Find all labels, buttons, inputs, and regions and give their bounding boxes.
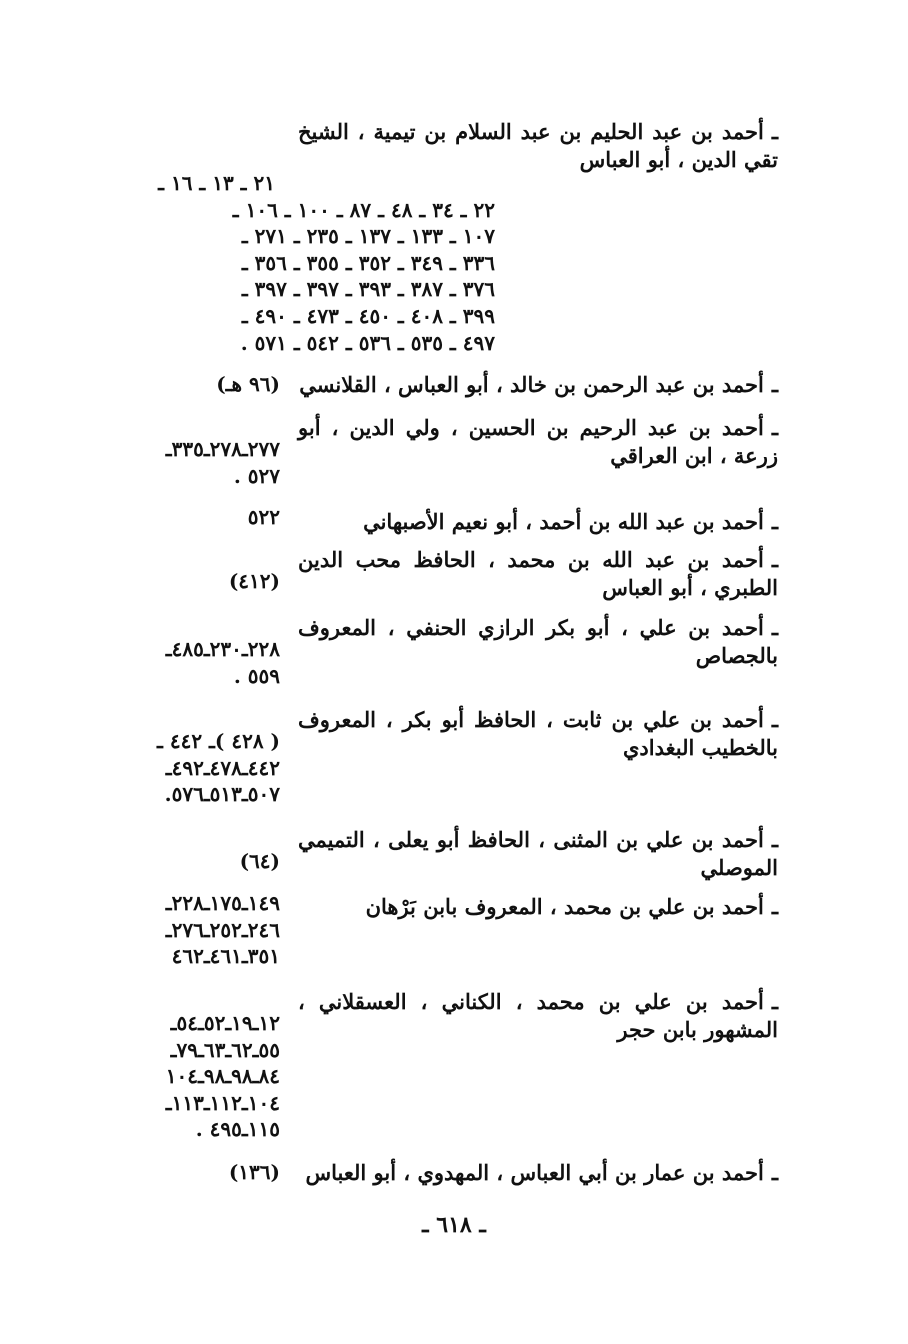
ref-line: ٤٩٧ ـ ٥٣٥ ـ ٥٣٦ ـ ٥٤٢ ـ ٥٧١ . [240, 330, 495, 355]
ref-line: ٤٤٢ـ٤٧٨ـ٤٩٢ـ [165, 755, 280, 780]
ref-line: (٦٤) [239, 849, 280, 873]
index-entry [0, 118, 908, 355]
entry-refs [110, 504, 280, 531]
ref-line: (٩٦ هـ) [216, 372, 280, 396]
entry-refs [110, 1010, 280, 1143]
ref-line: ٨٤ـ٩٨ـ٩٨ـ١٠٤ [165, 1064, 280, 1089]
ref-line: ٢٤٦ـ٢٥٢ـ٢٧٦ـ [165, 917, 280, 942]
index-entry [0, 505, 908, 534]
ref-line: ١٠٤ـ١١٢ـ١١٣ـ [165, 1090, 280, 1115]
ref-line: ٢٧٧ـ٢٧٨ـ٣٣٥ـ [165, 437, 280, 461]
entry-name: ـأحمد بن علي بن محمد ، المعروف بابن بَرْهان [365, 894, 778, 919]
entry-refs [110, 636, 280, 689]
entry-name: ـأحمد بن عبد الله بن محمد ، الحافظ محب الدين الطبري ، أبو العباس [298, 547, 778, 600]
ref-line: ٥٠٧ـ٥١٣ـ٥٧٦. [164, 782, 280, 807]
ref-line: ٢٢ ـ ٣٤ ـ ٤٨ ـ ٨٧ ـ ١٠٠ ـ ١٠٦ ـ [232, 197, 495, 222]
index-entry [0, 706, 908, 807]
entry-name: ـأحمد بن عبد الحليم بن عبد السلام بن تيمية ، الشيخ تقي الدين ، أبو العباس [298, 119, 778, 172]
index-entry [0, 826, 908, 880]
ref-line: ٣٥١ـ٤٦١ـ٤٦٢ [171, 944, 280, 969]
index-entry [0, 546, 908, 600]
ref-line: ٥٢٧ . [233, 463, 280, 488]
entry-name: ـأحمد بن عبد الرحيم بن الحسين ، ولي الدين ، أبو زرعة ، ابن العراقي [298, 415, 778, 468]
ref-line: ٢٢٨ـ٢٣٠ـ٤٨٥ـ [165, 637, 280, 661]
ref-line: ٢١ ـ ١٣ ـ ١٦ ـ [158, 171, 275, 195]
entry-refs [110, 1159, 280, 1186]
ref-line: ٥٥ـ٦٢ـ٦٣ـ٧٩ـ [170, 1037, 280, 1062]
index-entry [0, 1159, 908, 1185]
index-entry [0, 614, 908, 688]
entry-refs [110, 371, 280, 398]
entry-name: ـأحمد بن علي بن محمد ، الكناني ، العسقلاني ، المشهور بابن حجر [298, 989, 778, 1042]
entry-refs [110, 568, 280, 595]
entry-name: ـأحمد بن عبد الرحمن بن خالد ، أبو العباس ، القلانسي [299, 372, 778, 397]
ref-line: ١٤٩ـ١٧٥ـ٢٢٨ـ [165, 891, 280, 915]
ref-line: ١٢ـ١٩ـ٥٢ـ٥٤ـ [170, 1011, 280, 1035]
ref-line: ٣٩٩ ـ ٤٠٨ ـ ٤٥٠ ـ ٤٧٣ ـ ٤٩٠ ـ [241, 303, 495, 328]
ref-line: (٤١٢) [228, 569, 280, 593]
ref-line: ( ٤٢٨ )ـ ٤٤٢ ـ [157, 729, 280, 753]
ref-line: ١١٥ـ٤٩٥ . [195, 1117, 280, 1142]
entry-refs [110, 848, 280, 875]
index-entry [0, 414, 908, 488]
ref-line: ٥٥٩ . [233, 663, 280, 688]
ref-line: ٥٢٢ [247, 505, 280, 529]
entry-refs [110, 890, 280, 970]
index-entry [0, 891, 908, 969]
entry-refs [110, 728, 280, 808]
entry-name: ـأحمد بن علي بن المثنى ، الحافظ أبو يعلى ، التميمي الموصلي [298, 827, 778, 880]
entry-name: ـأحمد بن عبد الله بن أحمد ، أبو نعيم الأصبهاني [363, 509, 778, 534]
index-entry [0, 988, 908, 1142]
ref-line: ٣٧٦ ـ ٣٨٧ ـ ٣٩٣ ـ ٣٩٧ ـ ٣٩٧ ـ [241, 277, 495, 302]
ref-line: ٣٣٦ ـ ٣٤٩ ـ ٣٥٢ ـ ٣٥٥ ـ ٣٥٦ ـ [241, 250, 495, 275]
entry-name: ـأحمد بن علي بن ثابت ، الحافظ أبو بكر ، المعروف بالخطيب البغدادي [298, 707, 778, 760]
ref-line: (١٣٦) [228, 1160, 280, 1184]
ref-line: ١٠٧ ـ ١٣٣ ـ ١٣٧ ـ ٢٣٥ ـ ٢٧١ ـ [241, 224, 495, 249]
entry-name: ـأحمد بن علي ، أبو بكر الرازي الحنفي ، المعروف بالجصاص [298, 615, 778, 668]
index-entry [0, 371, 908, 397]
entry-refs [115, 170, 495, 356]
entry-name: ـأحمد بن عمار بن أبي العباس ، المهدوي ، أبو العباس [305, 1160, 778, 1185]
entry-refs [110, 436, 280, 489]
page-number: ـ ٦١٨ ـ [422, 1212, 486, 1238]
